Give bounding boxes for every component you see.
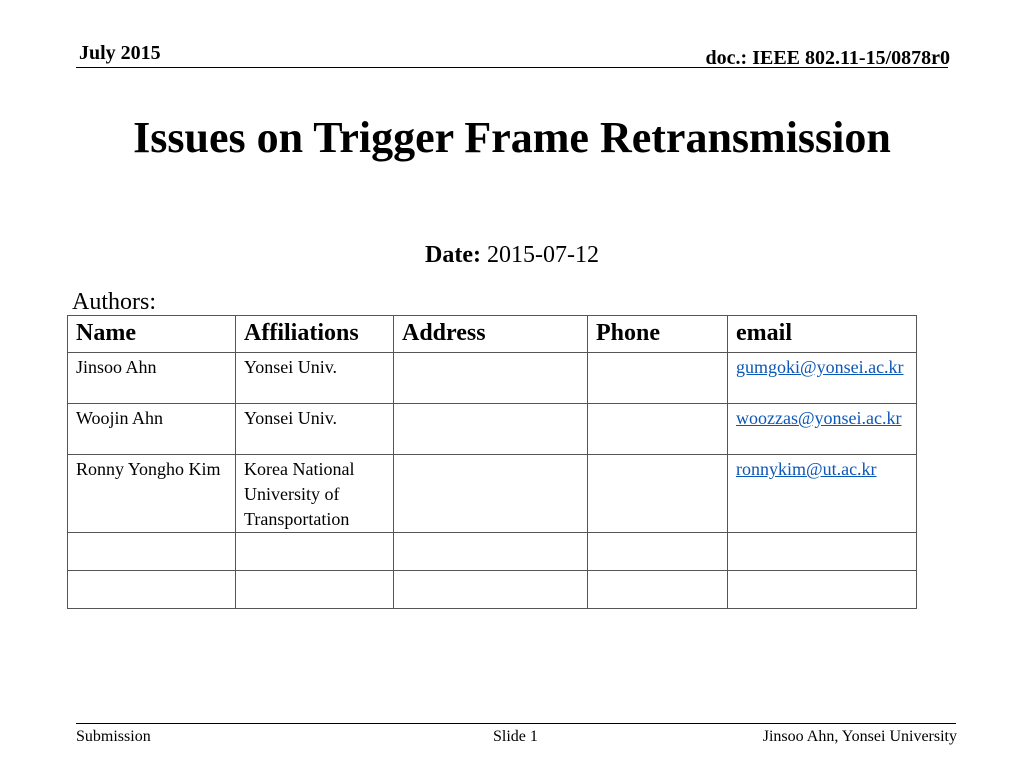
author-name: Woojin Ahn [68,404,236,455]
author-name: Ronny Yongho Kim [68,455,236,533]
date-line [0,240,1024,270]
header-divider [76,67,948,68]
author-address [394,353,588,404]
author-email-link[interactable]: gumgoki@yonsei.ac.kr [736,357,904,377]
author-phone [588,533,728,571]
date-label: Date: [425,242,481,268]
author-phone [588,455,728,533]
author-email-link[interactable]: ronnykim@ut.ac.kr [736,459,877,479]
author-address [394,455,588,533]
table-header-row [68,316,917,353]
footer-author: Jinsoo Ahn, Yonsei University [762,728,957,745]
table-row [68,455,917,533]
header-doc-id: doc.: IEEE 802.11-15/0878r0 [705,47,950,69]
author-name: Jinsoo Ahn [68,353,236,404]
author-email-cell [728,353,917,404]
author-address [394,404,588,455]
author-email-cell [728,455,917,533]
slide-title: Issues on Trigger Frame Retransmission [133,113,891,162]
footer-slide-number: Slide 1 [493,728,538,745]
author-affiliation: Korea National University of Transportation [236,455,394,533]
author-affiliation: Yonsei Univ. [236,404,394,455]
column-header-address: Address [394,316,588,353]
author-phone [588,404,728,455]
author-name [68,533,236,571]
author-affiliation [236,571,394,609]
column-header-phone: Phone [588,316,728,353]
author-email-link[interactable]: woozzas@yonsei.ac.kr [736,408,902,428]
author-email-cell [728,404,917,455]
author-affiliation: Yonsei Univ. [236,353,394,404]
table-row [68,533,917,571]
date-value: 2015-07-12 [486,242,599,268]
author-affiliation [236,533,394,571]
author-address [394,533,588,571]
column-header-affiliations: Affiliations [236,316,394,353]
author-address [394,571,588,609]
author-phone [588,571,728,609]
column-header-email: email [728,316,917,353]
column-header-name: Name [68,316,236,353]
authors-table [67,315,917,609]
author-name [68,571,236,609]
table-row [68,571,917,609]
header-date: July 2015 [79,42,161,64]
author-email-cell [728,533,917,571]
table-row [68,404,917,455]
footer-divider [76,723,956,724]
table-row [68,353,917,404]
authors-label: Authors: [72,289,156,315]
author-phone [588,353,728,404]
author-email-cell [728,571,917,609]
footer-submission: Submission [76,728,151,745]
